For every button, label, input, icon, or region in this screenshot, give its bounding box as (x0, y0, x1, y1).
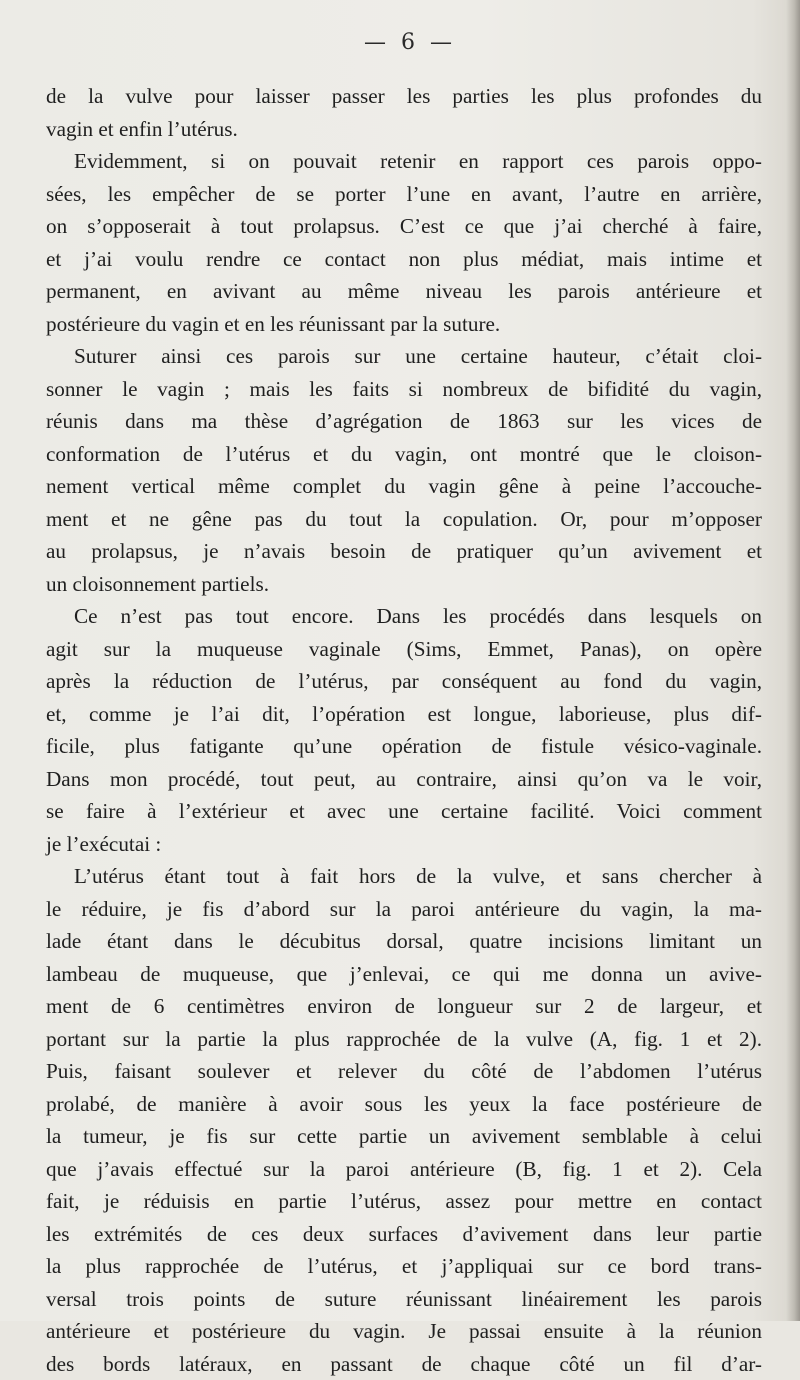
text-line: ficile, plus fatigante qu’une opération de fistule vésico-vaginale. (46, 730, 762, 763)
text-line: je l’exécutai : (46, 828, 762, 861)
text-line: Evidemment, si on pouvait retenir en rapport ces parois oppo- (46, 145, 762, 178)
text-line: de la vulve pour laisser passer les parties les plus profondes du (46, 80, 762, 113)
text-line: prolabé, de manière à avoir sous les yeux la face postérieure de (46, 1088, 762, 1121)
page-number: — 6 — (0, 30, 800, 55)
text-line: se faire à l’extérieur et avec une certaine facilité. Voici comment (46, 795, 762, 828)
text-line: conformation de l’utérus et du vagin, ont montré que le cloison- (46, 438, 762, 471)
text-line: sées, les empêcher de se porter l’une en avant, l’autre en arrière, (46, 178, 762, 211)
paragraph (46, 80, 762, 145)
text-line: Puis, faisant soulever et relever du côté de l’abdomen l’utérus (46, 1055, 762, 1088)
text-line: Ce n’est pas tout encore. Dans les procédés dans lesquels on (46, 600, 762, 633)
text-line: vagin et enfin l’utérus. (46, 113, 762, 146)
text-line: que j’avais effectué sur la paroi antérieure (B, fig. 1 et 2). Cela (46, 1153, 762, 1186)
text-line: antérieure et postérieure du vagin. Je passai ensuite à la réunion (46, 1315, 762, 1348)
text-line: le réduire, je fis d’abord sur la paroi antérieure du vagin, la ma- (46, 893, 762, 926)
paragraph (46, 340, 762, 600)
text-line: un cloisonnement partiels. (46, 568, 762, 601)
text-line: la plus rapprochée de l’utérus, et j’appliquai sur ce bord trans- (46, 1250, 762, 1283)
text-line: les extrémités de ces deux surfaces d’avivement dans leur partie (46, 1218, 762, 1251)
text-line: fait, je réduisis en partie l’utérus, assez pour mettre en contact (46, 1185, 762, 1218)
text-line: nement vertical même complet du vagin gêne à peine l’accouche- (46, 470, 762, 503)
text-line: Dans mon procédé, tout peut, au contraire, ainsi qu’on va le voir, (46, 763, 762, 796)
text-line: après la réduction de l’utérus, par conséquent au fond du vagin, (46, 665, 762, 698)
text-line: lade étant dans le décubitus dorsal, quatre incisions limitant un (46, 925, 762, 958)
text-line: et, comme je l’ai dit, l’opération est longue, laborieuse, plus dif- (46, 698, 762, 731)
text-line: réunis dans ma thèse d’agrégation de 1863 sur les vices de (46, 405, 762, 438)
body-text (46, 80, 762, 1380)
text-line: portant sur la partie la plus rapprochée de la vulve (A, fig. 1 et 2). (46, 1023, 762, 1056)
text-line: Suturer ainsi ces parois sur une certaine hauteur, c’était cloi- (46, 340, 762, 373)
text-line: ment de 6 centimètres environ de longueur sur 2 de largeur, et (46, 990, 762, 1023)
text-line: la tumeur, je fis sur cette partie un avivement semblable à celui (46, 1120, 762, 1153)
text-line: sonner le vagin ; mais les faits si nombreux de bifidité du vagin, (46, 373, 762, 406)
paragraph (46, 145, 762, 340)
text-line: et j’ai voulu rendre ce contact non plus médiat, mais intime et (46, 243, 762, 276)
text-line: lambeau de muqueuse, que j’enlevai, ce qui me donna un avive- (46, 958, 762, 991)
page-edge-shadow (786, 0, 800, 1321)
text-line: on s’opposerait à tout prolapsus. C’est ce que j’ai cherché à faire, (46, 210, 762, 243)
text-line: ment et ne gêne pas du tout la copulation. Or, pour m’opposer (46, 503, 762, 536)
paragraph (46, 600, 762, 860)
text-line: des bords latéraux, en passant de chaque côté un fil d’ar- (46, 1348, 762, 1380)
paragraph (46, 860, 762, 1380)
text-line: postérieure du vagin et en les réunissant par la suture. (46, 308, 762, 341)
text-line: au prolapsus, je n’avais besoin de pratiquer qu’un avivement et (46, 535, 762, 568)
text-line: agit sur la muqueuse vaginale (Sims, Emmet, Panas), on opère (46, 633, 762, 666)
text-line: L’utérus étant tout à fait hors de la vulve, et sans chercher à (46, 860, 762, 893)
text-line: permanent, en avivant au même niveau les parois antérieure et (46, 275, 762, 308)
text-line: versal trois points de suture réunissant linéairement les parois (46, 1283, 762, 1316)
